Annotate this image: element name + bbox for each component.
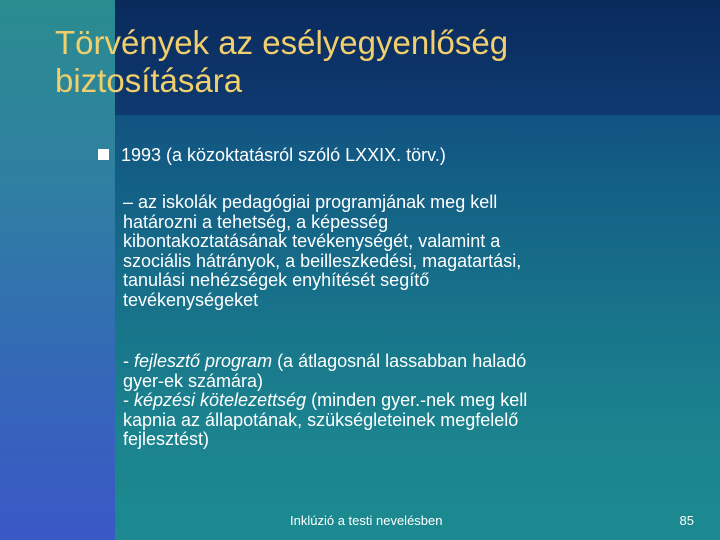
footer-text: Inklúzió a testi nevelésben (290, 513, 443, 528)
paragraph-1-line: tevékenységeket (123, 289, 259, 310)
paragraph-1-line: – az iskolák pedagógiai programjának meg kell (123, 192, 498, 212)
page-number: 85 (679, 513, 694, 528)
paragraph-2-line-4: kapnia az állapotának, szükségleteinek megfelelő (123, 409, 519, 430)
square-bullet-icon (98, 149, 109, 160)
italic-term-fejleszto: fejlesztő program (134, 351, 273, 371)
italic-term-kepzesi: képzési kötelezettség (134, 390, 307, 410)
bullet-item (98, 144, 698, 166)
title-line-1: Törvények az esélyegyenlőség (55, 24, 509, 61)
dash-prefix: - (123, 351, 134, 371)
paragraph-1-line: tanulási nehézségek enyhítését segítő (123, 270, 430, 290)
bullet-text: 1993 (a közoktatásról szóló LXXIX. törv.) (121, 145, 446, 165)
paragraph-1-line: határozni a tehetség, a képesség (123, 211, 389, 232)
slide-title (55, 24, 695, 100)
paragraph-2-line-3 (123, 391, 683, 411)
line-rest: (minden gyer.-nek meg kell (306, 390, 528, 410)
paragraph-1-line: kibontakoztatásának tevékenységét, valamint a (123, 231, 501, 251)
paragraph-1-line: szociális hátrányok, a beilleszkedési, magatartási, (123, 250, 522, 271)
paragraph-2-line-2: gyer-ek számára) (123, 370, 264, 391)
paragraph-2 (123, 352, 683, 450)
paragraph-1 (123, 193, 683, 310)
title-line-2: biztosítására (55, 62, 243, 99)
dash-prefix: - (123, 390, 134, 410)
line-rest: (a átlagosnál lassabban haladó (272, 351, 527, 371)
paragraph-2-line-1 (123, 352, 683, 372)
paragraph-2-line-5: fejlesztést) (123, 429, 210, 449)
